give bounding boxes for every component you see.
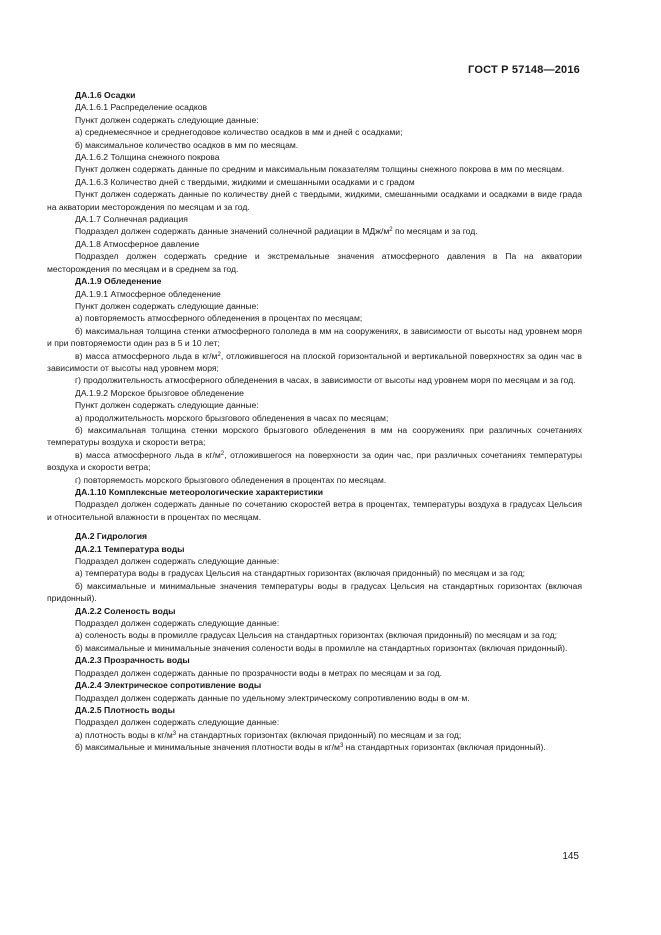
paragraph-text: Пункт должен содержать данные по средним и максимальным показателям толщины снежного покрова в мм по месяцам. [75,164,565,175]
paragraph [47,387,582,399]
paragraph-text: ДА.1.9 Обледенение [75,276,162,287]
section-heading [47,679,582,691]
paragraph-text: ДА.2.2 Соленость воды [75,605,176,616]
paragraph-text: , отложившегося на поверхности за один час, при различных сочетаниях температуры воздуха и скорости ветра; [47,449,583,473]
paragraph-text: б) максимальная толщина стенки атмосферного гололеда в мм на сооружениях, в зависимости от высоты над уровнем моря и при повторяемости один раз в 5 и 10 лет; [47,325,582,349]
paragraph-text: Пункт должен содержать данные по количеству дней с твердыми, жидкими, смешанными осадками и осадками в виде града на акватории месторождения по месяцам и за год. [47,189,582,212]
paragraph-text: Подраздел должен содержать средние и экстремальные значения атмосферного давления в Па на акватории месторождения по месяцам и в среднем за год. [47,251,582,274]
superscript: 2 [220,450,225,457]
paragraph-text: в) масса атмосферного льда в кг/м [75,449,221,460]
paragraph-text: б) максимальное количество осадков в мм по месяцам. [75,139,299,150]
paragraph [47,449,582,474]
paragraph-text: ДА.1.7 Солнечная радиация [75,214,188,225]
superscript: 3 [339,743,344,750]
paragraph [47,250,582,275]
paragraph-text: ДА.2.5 Плотность воды [75,704,175,715]
paragraph-text: б) максимальная толщина стенки морского брызгового обледенения в мм на сооружениях при различных сочетаниях температуры воздуха и скорости ветра; [47,424,582,448]
paragraph [47,642,582,654]
paragraph-text: ДА.1.10 Комплексные метеорологические характеристики [75,487,324,497]
paragraph-text: Подраздел должен содержать следующие данные: [75,618,280,629]
paragraph [47,741,582,753]
paragraph-text: Подраздел должен содержать следующие данные: [75,717,280,728]
paragraph [47,629,582,641]
paragraph [47,151,582,163]
section-heading [47,275,582,287]
paragraph-text: а) повторяемость атмосферного обледенения в процентах по месяцам; [75,313,363,324]
paragraph [47,617,582,629]
superscript: 2 [217,351,221,358]
paragraph-text: ДА.2.3 Прозрачность воды [75,655,190,666]
page-number: 145 [562,851,579,862]
paragraph-text: Подраздел должен содержать следующие данные: [75,556,280,567]
paragraph-text: ДА.2.4 Электрическое сопротивление воды [75,680,262,691]
paragraph-text: ДА.1.9.1 Атмосферное обледенение [75,288,221,299]
paragraph-text: ДА.1.8 Атмосферное давление [75,238,200,249]
paragraph-text: Подраздел должен содержать данные по удельному электрическому сопротивлению воды в ом·м. [75,692,470,703]
paragraph [47,163,582,175]
paragraph [47,126,582,138]
paragraph [47,692,582,704]
paragraph-text: по месяцам и за год. [392,226,478,237]
paragraph-text: а) продолжительность морского брызгового обледенения в часах по месяцам; [75,412,389,423]
paragraph-text: ДА.1.6.3 Количество дней с твердыми, жидкими и смешанными осадками и с градом [75,176,415,187]
paragraph [47,312,582,324]
section-heading [47,543,582,555]
paragraph-text: а) среднемесячное и среднегодовое количество осадков в мм и дней с осадками; [75,127,403,138]
paragraph-text: ДА.1.9.2 Морское брызговое обледенение [75,387,244,398]
document-header: ГОСТ Р 57148—2016 [468,64,580,76]
section-heading [47,486,582,498]
document-body [47,89,582,754]
paragraph [47,300,582,312]
paragraph [47,424,582,449]
paragraph-text: Подраздел должен содержать данные по прозрачности воды в метрах по месяцам и за год. [75,667,443,678]
paragraph-text: Пункт должен содержать следующие данные: [75,300,259,311]
paragraph [47,729,582,741]
paragraph [47,567,582,579]
paragraph [47,667,582,679]
section-heading [47,530,582,542]
section-heading [47,654,582,666]
paragraph [47,225,582,237]
paragraph [47,288,582,300]
paragraph-text: Пункт должен содержать следующие данные: [75,400,259,411]
paragraph [47,101,582,113]
paragraph [47,716,582,728]
paragraph-text: на стандартных горизонтах (включая придонный). [343,742,546,753]
paragraph [47,498,582,523]
paragraph [47,374,582,386]
paragraph-text: ДА.1.6 Осадки [75,90,136,100]
paragraph [47,580,582,605]
paragraph [47,555,582,567]
paragraph-text: в) масса атмосферного льда в кг/м [75,350,218,361]
paragraph-text: ДА.1.6.1 Распределение осадков [75,102,208,113]
paragraph-text: Пункт должен содержать следующие данные: [75,114,259,125]
paragraph-text: а) плотность воды в кг/м [75,729,173,740]
paragraph [47,350,582,375]
paragraph-text: б) максимальные и минимальные значения солености воды в промилле на стандартных горизонтах (включая придонный). [75,642,568,653]
paragraph-text: ДА.1.6.2 Толщина снежного покрова [75,152,220,163]
paragraph-text: г) продолжительность атмосферного обледенения в часах, в зависимости от высоты над уровнем моря по месяцам и за год. [75,375,576,386]
paragraph [47,412,582,424]
section-heading [47,605,582,617]
paragraph [47,238,582,250]
paragraph-text: ДА.2 Гидрология [75,531,148,542]
paragraph [47,176,582,188]
paragraph-text: а) соленость воды в промилле градусах Цельсия на стандартных горизонтах (включая придонный) по месяцам и за год; [75,630,558,641]
paragraph [47,399,582,411]
paragraph [47,139,582,151]
paragraph-text: Подраздел должен содержать данные по сочетанию скоростей ветра в процентах, температуры воздуха в градусах Цельсия и относительной влажности в процентах по месяцам. [47,499,582,522]
paragraph-text: б) максимальные и минимальные значения плотности воды в кг/м [75,742,340,753]
superscript: 2 [389,227,393,234]
paragraph [47,188,582,213]
paragraph-text: г) повторяемость морского брызгового обледенения в процентах по месяцам. [75,474,387,485]
paragraph-text: б) максимальные и минимальные значения температуры воды в градусах Цельсия на стандартных горизонтах (включая придонный). [47,580,582,604]
paragraph-text: ДА.2.1 Температура воды [75,543,185,554]
section-heading [47,704,582,716]
paragraph-text: , отложившегося на плоской горизонтальной и вертикальной поверхностях за один час в зависимости от высоты над уровнем моря; [47,350,582,373]
paragraph-text: Подраздел должен содержать данные значений солнечной радиации в МДж/м [75,226,390,237]
paragraph [47,114,582,126]
section-heading [47,89,582,101]
paragraph [47,325,582,350]
paragraph [47,213,582,225]
paragraph-text: на стандартных горизонтах (включая придонный) по месяцам и за год; [176,729,462,740]
superscript: 3 [172,730,177,737]
paragraph [47,474,582,486]
paragraph-text: а) температура воды в градусах Цельсия на стандартных горизонтах (включая придонный) по месяцам и за год; [75,568,526,579]
